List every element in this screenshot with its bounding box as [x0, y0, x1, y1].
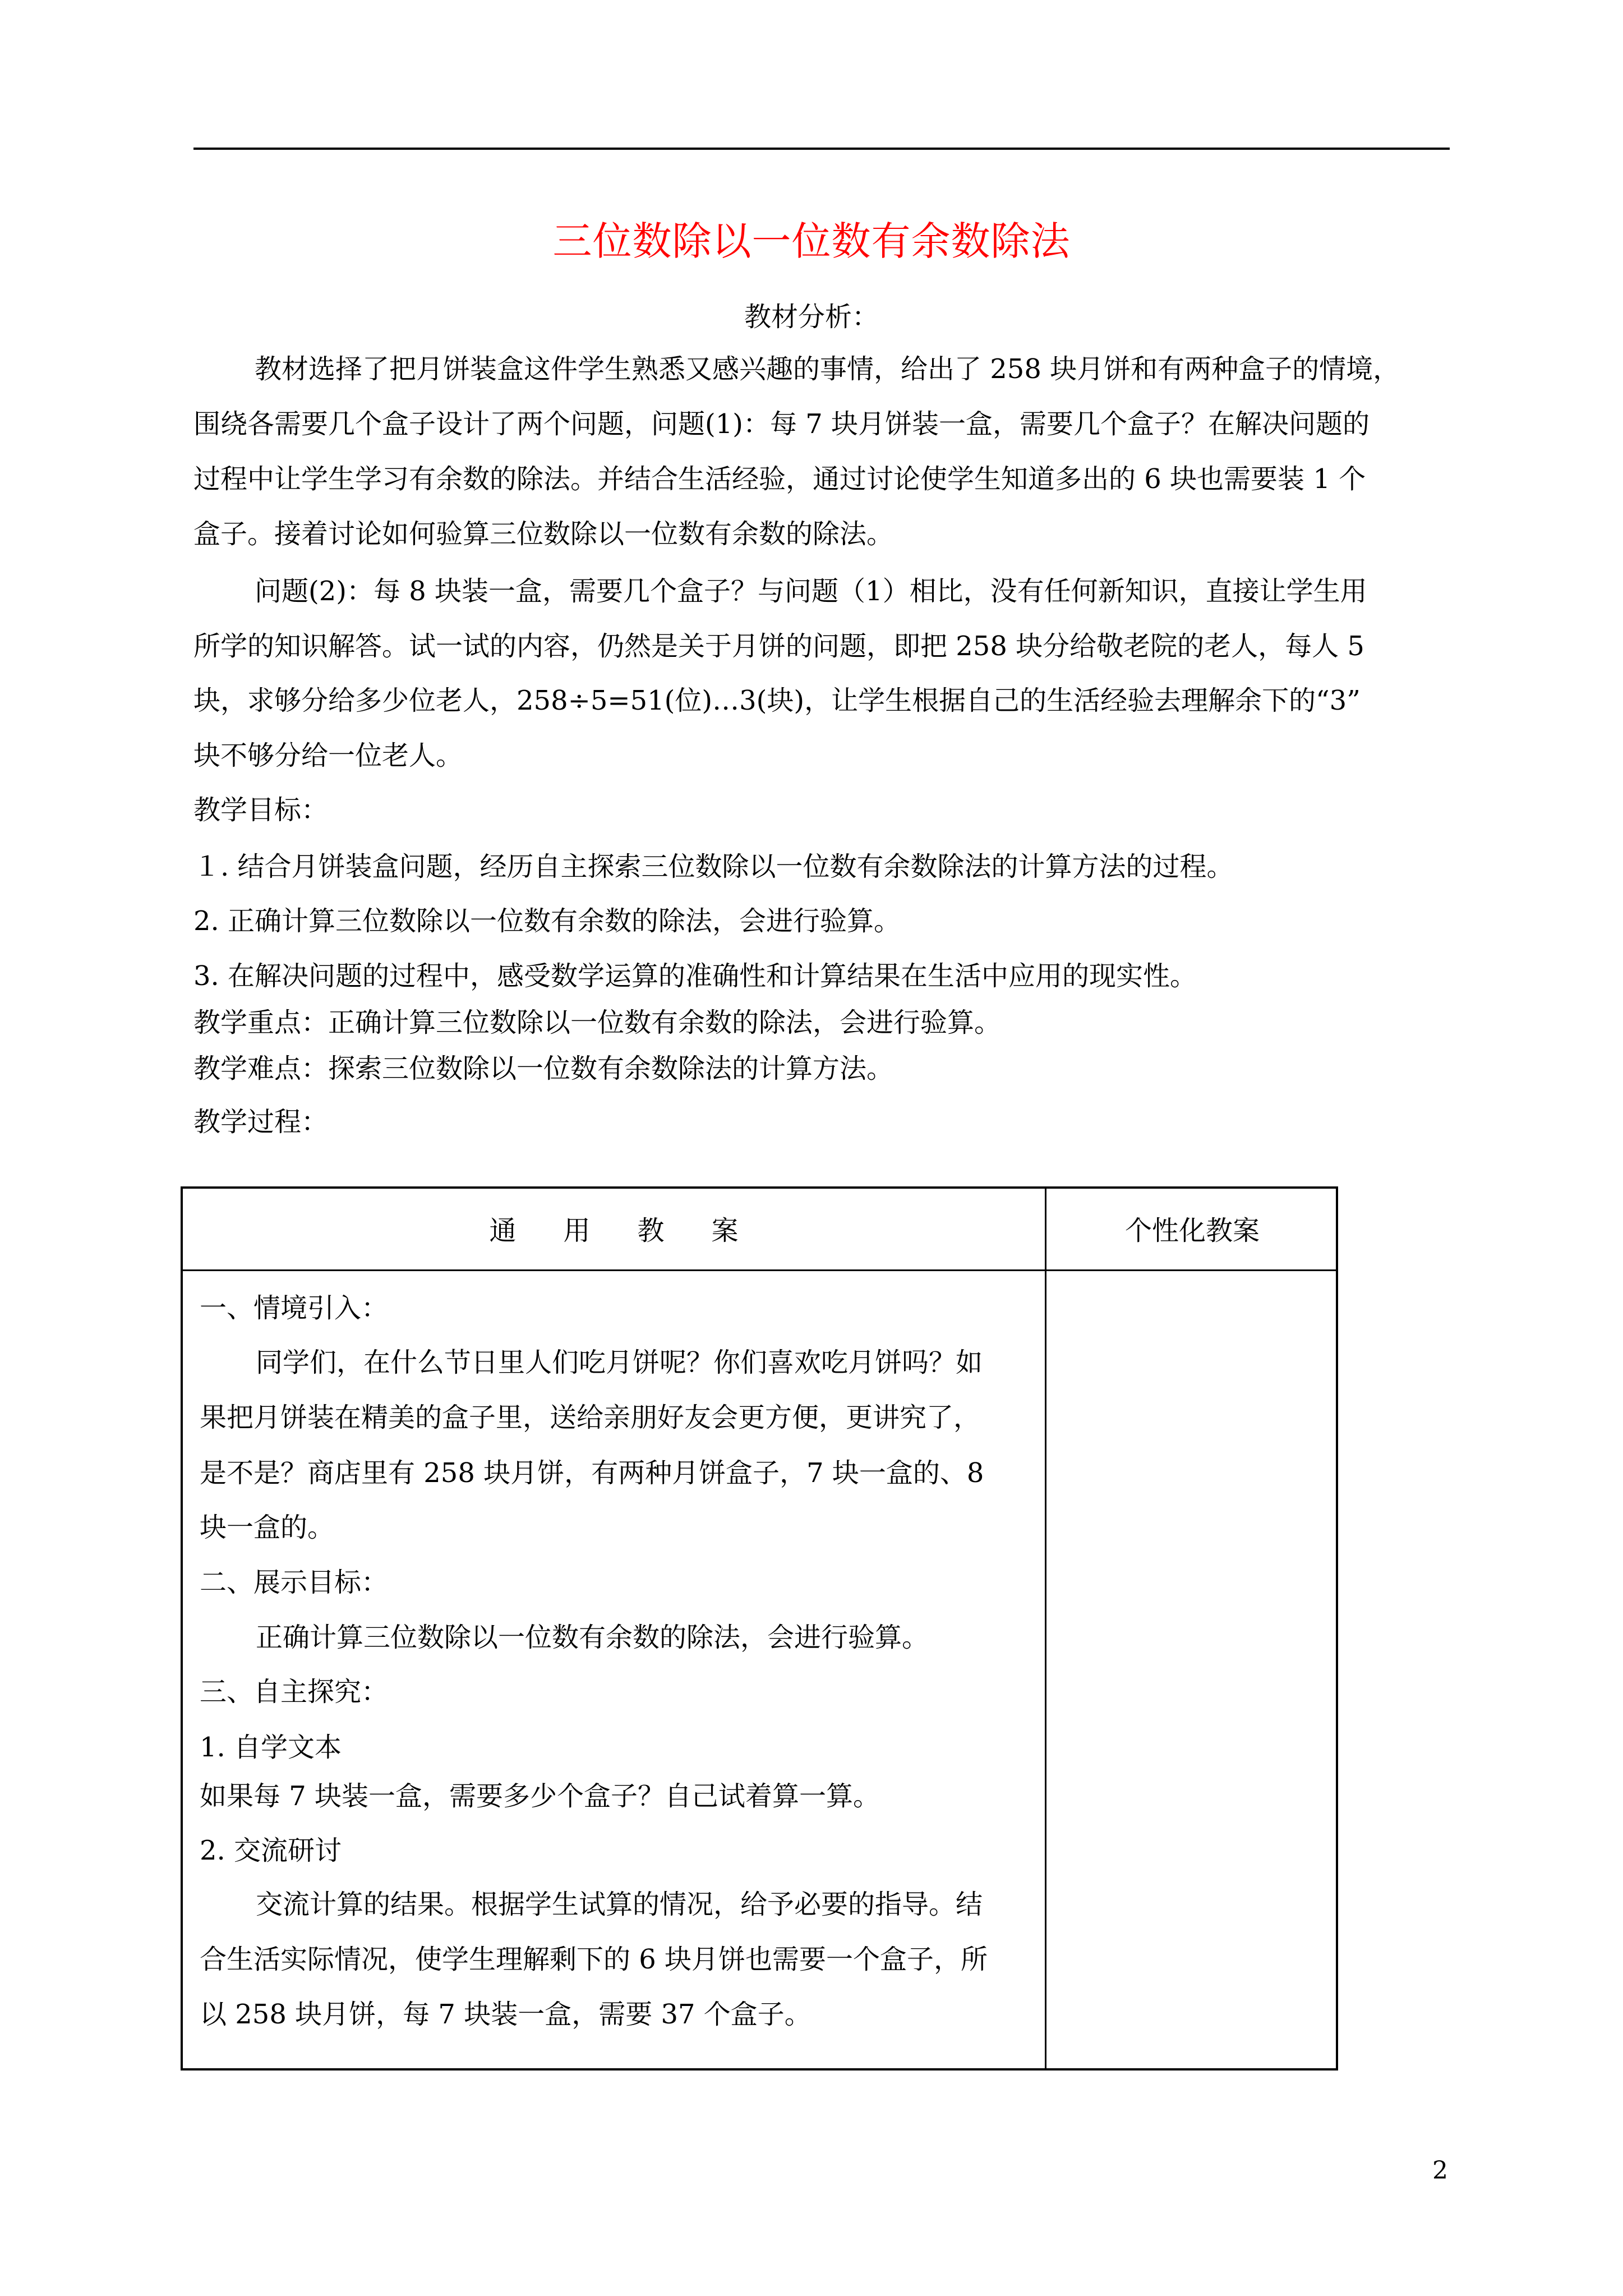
goal-item: 2. 正确计算三位数除以一位数有余数的除法，会进行验算。 — [193, 905, 901, 937]
table-text-line: 正确计算三位数除以一位数有余数的除法，会进行验算。 — [256, 1622, 929, 1653]
section-heading: 一、情境引入： — [200, 1292, 389, 1324]
analysis-p2-line-1: 问题(2)：每 8 块装一盒，需要几个盒子？与问题（1）相比，没有任何新知识，直接让学生用 — [255, 576, 1367, 607]
goal-item: １. 结合月饼装盒问题，经历自主探索三位数除以一位数有余数除法的计算方法的过程。 — [193, 851, 1234, 882]
page-number: 2 — [1432, 2156, 1448, 2185]
analysis-p2-line-2: 所学的知识解答。试一试的内容，仍然是关于月饼的问题，即把 258 块分给敬老院的老人，每人 5 — [193, 631, 1364, 662]
table-header-divider — [183, 1269, 1336, 1271]
subsection-heading: 2. 交流研讨 — [200, 1835, 342, 1866]
column-header-personal: 个性化教案 — [1124, 1215, 1260, 1246]
header-rule — [193, 148, 1450, 150]
subsection-heading: 1. 自学文本 — [200, 1732, 342, 1763]
analysis-p1-line-3: 过程中让学生学习有余数的除法。并结合生活经验，通过讨论使学生知道多出的 6 块也需要装 1 个 — [193, 463, 1366, 495]
table-text-line: 同学们，在什么节日里人们吃月饼呢？你们喜欢吃月饼吗？如 — [256, 1347, 983, 1378]
table-text-line: 如果每 7 块装一盒，需要多少个盒子？自己试着算一算。 — [200, 1780, 880, 1812]
analysis-p2-line-3: 块，求够分给多少位老人，258÷5=51(位)…3(块)，让学生根据自己的生活经验去理解余下的“3” — [193, 685, 1361, 716]
difficulty-point: 教学难点：探索三位数除以一位数有余数除法的计算方法。 — [193, 1053, 894, 1084]
process-heading: 教学过程： — [193, 1106, 329, 1138]
table-column-divider — [1045, 1189, 1046, 2068]
table-text-line: 合生活实际情况，使学生理解剩下的 6 块月饼也需要一个盒子，所 — [200, 1944, 988, 1975]
key-point: 教学重点：正确计算三位数除以一位数有余数的除法，会进行验算。 — [193, 1007, 1002, 1038]
table-text-line: 以 258 块月饼，每 7 块装一盒，需要 37 个盒子。 — [200, 1999, 811, 2030]
analysis-p1-line-2: 围绕各需要几个盒子设计了两个问题，问题(1)：每 7 块月饼装一盒，需要几个盒子？在解决问题的 — [193, 408, 1370, 440]
goals-heading: 教学目标： — [193, 794, 329, 826]
section-heading: 三、自主探究： — [200, 1676, 389, 1708]
table-text-line: 果把月饼装在精美的盒子里，送给亲朋好友会更方便，更讲究了， — [200, 1402, 981, 1433]
analysis-p1-line-4: 盒子。接着讨论如何验算三位数除以一位数有余数的除法。 — [193, 518, 894, 550]
table-text-line: 交流计算的结果。根据学生试算的情况，给予必要的指导。结 — [256, 1889, 983, 1920]
table-text-line: 是不是？商店里有 258 块月饼，有两种月饼盒子，7 块一盒的、8 — [200, 1457, 984, 1489]
column-header-general: 通 用 教 案 — [489, 1215, 739, 1246]
goal-item: 3. 在解决问题的过程中，感受数学运算的准确性和计算结果在生活中应用的现实性。 — [193, 960, 1197, 992]
table-text-line: 块一盒的。 — [200, 1512, 335, 1543]
section-heading: 二、展示目标： — [200, 1567, 389, 1598]
lesson-plan-table — [181, 1186, 1338, 2070]
analysis-p2-line-4: 块不够分给一位老人。 — [193, 740, 463, 771]
analysis-heading: 教材分析： — [744, 301, 879, 333]
document-title: 三位数除以一位数有余数除法 — [552, 218, 1071, 264]
analysis-p1-line-1: 教材选择了把月饼装盒这件学生熟悉又感兴趣的事情，给出了 258 块月饼和有两种盒子的情境， — [255, 353, 1400, 385]
